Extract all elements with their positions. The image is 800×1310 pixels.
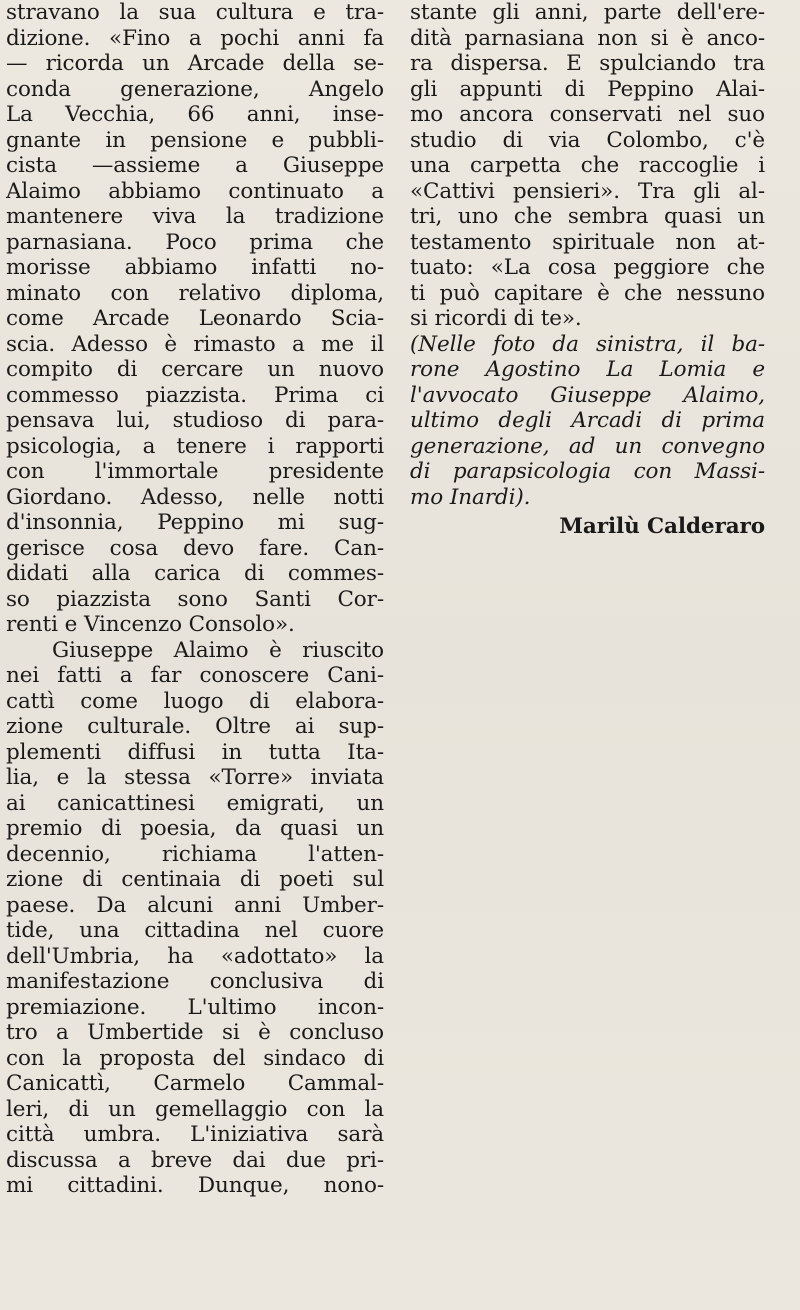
caption-line: rone Agostino La Lomia e [410,357,765,382]
caption-line: ultimo degli Arcadi di prima [410,408,765,433]
text-line: gerisce cosa devo fare. Can- [6,535,384,561]
text-line: mantenere viva la tradizione [6,204,384,229]
text-line: Giuseppe Alaimo è riuscito [52,637,384,663]
text-line: cattì come luogo di elabora- [6,688,384,714]
text-line: dell'Umbria, ha «adottato» la [6,943,384,969]
text-line: Alaimo abbiamo continuato a [6,178,384,204]
text-line: tro a Umbertide si è concluso [6,1020,384,1045]
text-line: morisse abbiamo infatti no- [6,255,384,280]
text-line: Giordano. Adesso, nelle notti [6,484,384,510]
text-line: paese. Da alcuni anni Umber- [6,892,384,918]
text-line: psicologia, a tenere i rapporti [6,433,384,459]
text-line: leri, di un gemellaggio con la [6,1096,384,1122]
text-line: stravano la sua cultura e tra- [6,0,384,25]
text-line: come Arcade Leonardo Scia- [6,306,384,331]
text-line: con l'immortale presidente [6,459,384,484]
text-line: tri, uno che sembra quasi un [410,204,765,229]
text-line: commesso piazzista. Prima ci [6,382,384,408]
text-line: mi cittadini. Dunque, nono- [6,1173,384,1198]
text-line: discussa a breve dai due pri- [6,1147,384,1173]
text-line: compito di cercare un nuovo [6,357,384,382]
text-line: pensava lui, studioso di para- [6,408,384,433]
left-column [6,0,384,1199]
text-line: tuato: «La cosa peggiore che [410,255,765,280]
text-line: gli appunti di Peppino Alai- [410,76,765,102]
right-column [410,0,765,540]
text-line: so piazzista sono Santi Cor- [6,586,384,612]
photo-caption [410,332,765,511]
caption-line: di parapsicologia con Massi- [410,459,765,484]
text-line: plementi diffusi in tutta Ita- [6,739,384,765]
caption-line: generazione, ad un convegno [410,433,765,459]
text-line: conda generazione, Angelo [6,76,384,102]
text-line: zione di centinaia di poeti sul [6,867,384,892]
text-line: lia, e la stessa «Torre» inviata [6,765,384,790]
right-paragraph-1 [410,0,765,332]
text-line: gnante in pensione e pubbli- [6,127,384,153]
text-line: ti può capitare è che nessuno [410,280,765,306]
text-line: mo ancora conservati nel suo [410,102,765,127]
caption-line: l'avvocato Giuseppe Alaimo, [410,382,765,408]
text-line: ra dispersa. E spulciando tra [410,51,765,76]
text-line: si ricordi di te». [410,306,582,331]
text-line: ai canicattinesi emigrati, un [6,790,384,816]
text-line: zione culturale. Oltre ai sup- [6,714,384,739]
text-line: parnasiana. Poco prima che [6,229,384,255]
text-line: premiazione. L'ultimo incon- [6,994,384,1020]
text-line: decennio, richiama l'atten- [6,841,384,867]
caption-line: (Nelle foto da sinistra, il ba- [410,331,765,357]
text-line: didati alla carica di commes- [6,561,384,586]
text-line: manifestazione conclusiva di [6,969,384,994]
author-signature: Marilù Calderaro [559,514,765,539]
text-line: dità parnasiana non si è anco- [410,25,765,51]
text-line: nei fatti a far conoscere Cani- [6,663,384,688]
left-paragraph-2 [6,638,384,1199]
text-line: premio di poesia, da quasi un [6,816,384,841]
text-line: stante gli anni, parte dell'ere- [410,0,765,25]
text-line: una carpetta che raccoglie i [410,153,765,178]
text-line: renti e Vincenzo Consolo». [6,612,295,637]
text-line: cista —assieme a Giuseppe [6,153,384,178]
caption-line: mo Inardi). [410,484,531,510]
text-line: — ricorda un Arcade della se- [6,51,384,76]
text-line: d'insonnia, Peppino mi sug- [6,510,384,535]
text-line: dizione. «Fino a pochi anni fa [6,25,384,51]
text-line: città umbra. L'iniziativa sarà [6,1122,384,1147]
text-line: tide, una cittadina nel cuore [6,918,384,943]
text-line: «Cattivi pensieri». Tra gli al- [410,178,765,204]
text-line: minato con relativo diploma, [6,280,384,306]
text-line: studio di via Colombo, c'è [410,127,765,153]
text-line: scia. Adesso è rimasto a me il [6,331,384,357]
text-line: testamento spirituale non at- [410,229,765,255]
left-paragraph-1 [6,0,384,638]
text-line: La Vecchia, 66 anni, inse- [6,102,384,127]
text-line: Canicattì, Carmelo Cammal- [6,1071,384,1096]
text-line: con la proposta del sindaco di [6,1045,384,1071]
